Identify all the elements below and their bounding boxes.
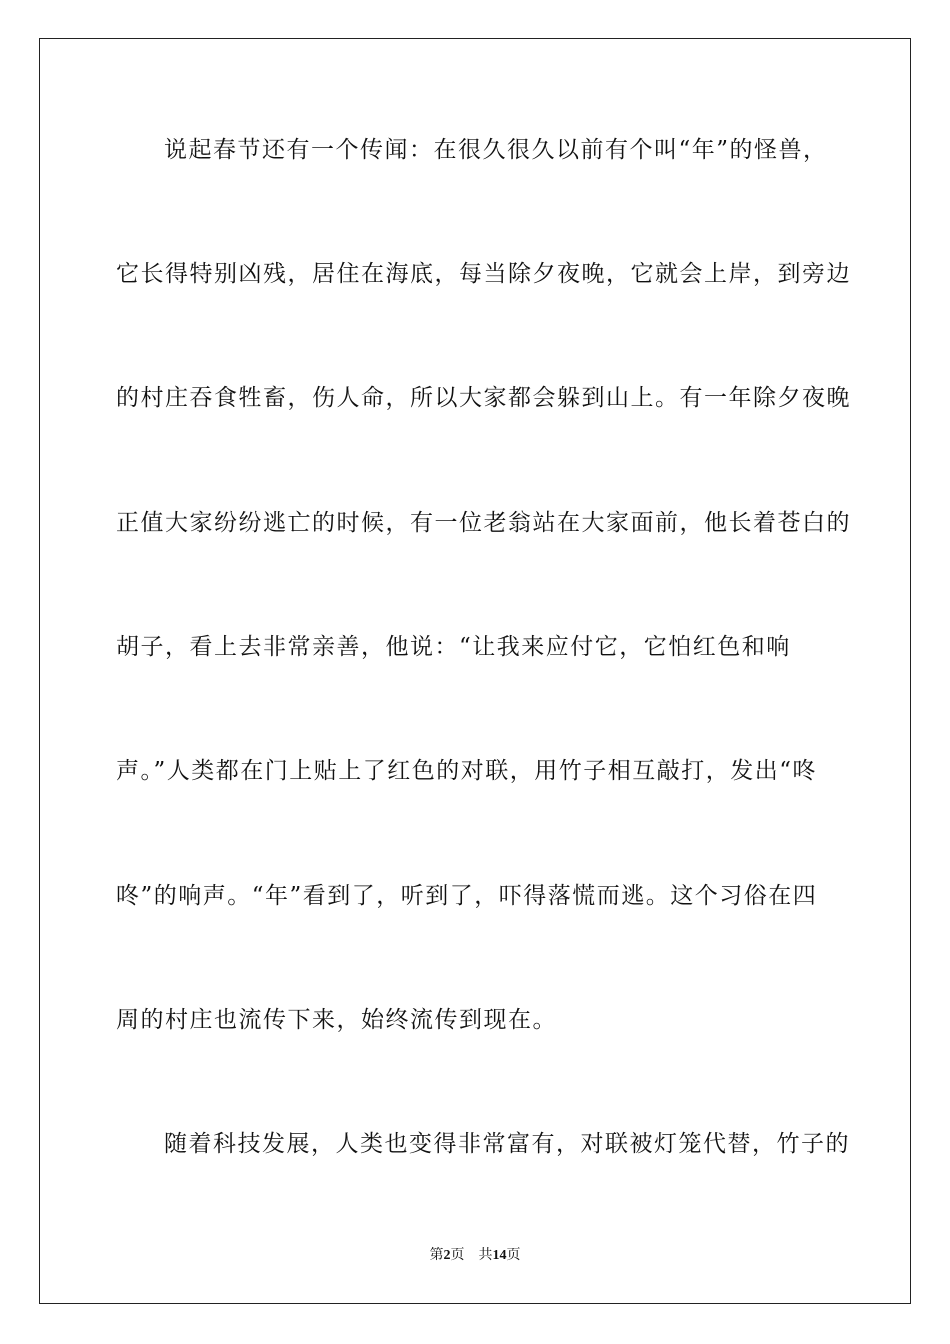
total-pages: 14 — [492, 1248, 507, 1263]
paragraph-1-line-6: 声。”人类都在门上贴上了红色的对联，用竹子相互敲打，发出“咚 — [116, 758, 818, 784]
paragraph-1-line-5: 胡子，看上去非常亲善，他说：“让我来应付它，它怕红色和响 — [116, 634, 791, 660]
page-number: 2 — [443, 1248, 451, 1263]
paragraph-1-line-2: 它长得特别凶残，居住在海底，每当除夕夜晚，它就会上岸，到旁边 — [116, 261, 851, 287]
page-footer — [0, 1247, 950, 1265]
paragraph-1-line-4: 正值大家纷纷逃亡的时候，有一位老翁站在大家面前，他长着苍白的 — [116, 510, 851, 536]
total-prefix: 共 — [478, 1248, 493, 1263]
page-suffix: 页 — [450, 1248, 465, 1263]
paragraph-1-line-3: 的村庄吞食牲畜，伤人命，所以大家都会躲到山上。有一年除夕夜晚 — [116, 385, 851, 411]
page-prefix: 第 — [429, 1248, 444, 1263]
paragraph-1-line-7: 咚”的响声。“年”看到了，听到了，吓得落慌而逃。这个习俗在四 — [116, 883, 818, 909]
total-suffix: 页 — [506, 1248, 521, 1263]
paragraph-1-line-8: 周的村庄也流传下来，始终流传到现在。 — [116, 1007, 557, 1033]
paragraph-2-line-1: 随着科技发展，人类也变得非常富有，对联被灯笼代替，竹子的 — [164, 1131, 850, 1157]
paragraph-1-line-1: 说起春节还有一个传闻：在很久很久以前有个叫“年”的怪兽， — [164, 137, 828, 163]
page-border — [39, 38, 911, 1304]
